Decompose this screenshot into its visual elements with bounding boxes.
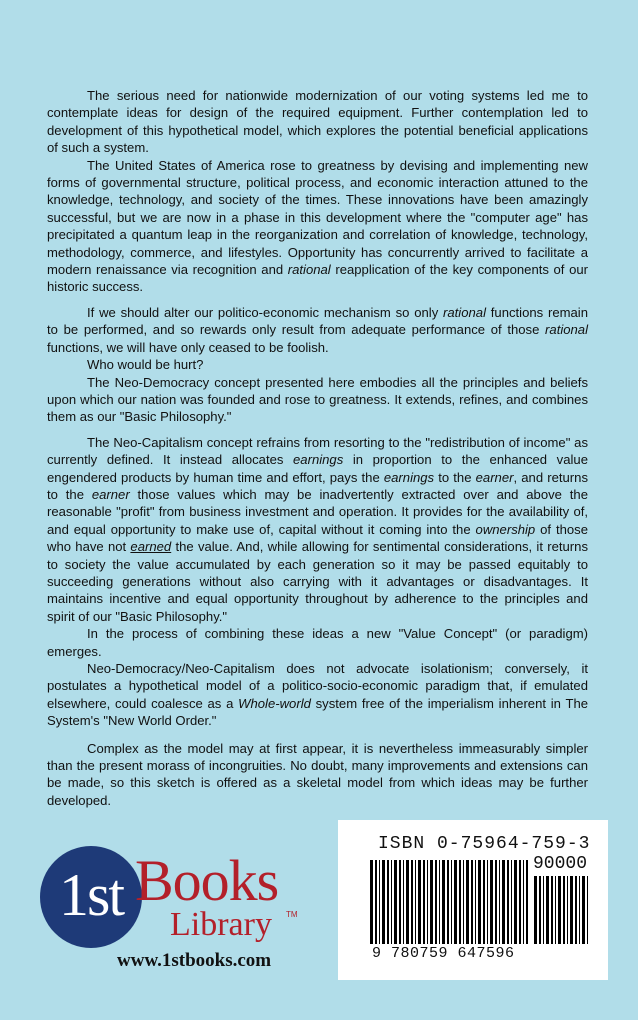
barcode-bar (575, 876, 577, 944)
paragraph-intro: The serious need for nationwide modernization of our voting systems led me to contemplate ideas for design of the required equipment. Further contemplation led to development of this hypothetical model, which explores the potential beneficial applications of such a system. (47, 88, 588, 156)
barcode-bar (463, 860, 464, 944)
paragraph-closing: Complex as the model may at first appear, it is nevertheless immeasurably simpler than the present morass of incongruities. No doubt, many improvements and extensions can be made, so this sketch is offered as a skeletal model from which ideas may be further developed. (47, 740, 588, 808)
barcode-bar (570, 876, 573, 944)
logo-library-text: Library (170, 906, 272, 943)
back-cover-text (47, 87, 588, 809)
paragraph-who-hurt: Who would be hurt? (87, 357, 204, 373)
barcode-bar (507, 860, 509, 944)
barcode-bar (399, 860, 401, 944)
barcode-bar (519, 860, 521, 944)
barcode-bar (406, 860, 409, 944)
logo-number: 1st (58, 862, 124, 928)
barcode-bar (526, 860, 528, 944)
barcode-bar (483, 860, 485, 944)
barcode-bar (499, 860, 500, 944)
barcode-bar (523, 860, 524, 944)
ean-digits: 9 780759 647596 (372, 945, 515, 962)
barcode-bar (387, 860, 389, 944)
barcode-bar (567, 876, 568, 944)
barcode-bar (415, 860, 416, 944)
barcode-bar (459, 860, 461, 944)
barcode-bar (534, 876, 537, 944)
paragraph-neo-capitalism: The Neo-Capitalism concept refrains from resorting to the "redistribution of income" as currently defined. It instead allocates earnings in proportion to the enhanced value engendered products by human time and effort, pays the earnings to the earner, and returns to the earner those values which may be inadvertently extracted over and above the reasonable "profit" from business investment and operation. It provides for the availability of, and equal opportunity to make use of, capital without it coming into the ownership of those who have not earned the value. And, while allowing for sentimental considerations, it returns to society the value accumulated by each generation so it may be passed equitably to succeeding generations without also carrying with it advantages or disadvantages. It maintains incentive and equal opportunity throughout by adherence to the principles and spirit of our "Basic Philosophy." (47, 434, 588, 624)
barcode-bar (427, 860, 428, 944)
barcode-bar (514, 860, 517, 944)
barcode-bar (451, 860, 452, 944)
barcode-bar (551, 876, 553, 944)
logo-books-text: Books (135, 848, 279, 913)
price-code: 90000 (533, 854, 588, 874)
barcode-bar (490, 860, 493, 944)
isbn-barcode-box (338, 820, 608, 980)
paragraph-whole-world: Neo-Democracy/Neo-Capitalism does not advocate isolationism; conversely, it postulates a hypothetical model of a politico-socio-economic paradigm that, if emulated elsewhere, could coalesce as a Whole-world system free of the imperialism inherent in The System's "New World Order." (47, 661, 589, 729)
barcode-bar (539, 876, 541, 944)
paragraph-neo-democracy: The Neo-Democracy concept presented here embodies all the principles and beliefs upon which our nation was founded and rose to greatness. It extends, refines, and combines them as our "Basic Philosophy." (47, 374, 588, 425)
paragraph-value-concept: In the process of combining these ideas a new "Value Concept" (or paradigm) emerges. (47, 626, 588, 659)
barcode-bar (543, 876, 544, 944)
paragraph-rational-functions: If we should alter our politico-economic mechanism so only rational functions remain to be performed, and so rewards only result from adequate performance of those rational functions, we will have only ceased to be foolish. (47, 304, 588, 355)
barcode-bar (403, 860, 404, 944)
barcode-bar (582, 876, 585, 944)
barcode-bar (370, 860, 373, 944)
barcode-bar (466, 860, 469, 944)
barcode-bar (391, 860, 392, 944)
barcode-bar (587, 876, 588, 944)
ean-barcode-icon (368, 860, 528, 946)
barcode-bar (430, 860, 433, 944)
barcode-bar (555, 876, 556, 944)
isbn-label: ISBN 0-75964-759-3 (378, 834, 591, 854)
barcode-bar (382, 860, 385, 944)
barcode-bar (471, 860, 473, 944)
addon-barcode-icon (532, 876, 588, 946)
barcode-bar (511, 860, 512, 944)
barcode-bar (454, 860, 457, 944)
barcode-bar (435, 860, 437, 944)
barcode-bar (558, 876, 561, 944)
barcode-bar (563, 876, 565, 944)
barcode-bar (375, 860, 377, 944)
barcode-bar (442, 860, 445, 944)
barcode-bar (495, 860, 497, 944)
barcode-bar (478, 860, 481, 944)
barcode-bar (423, 860, 425, 944)
publisher-url: www.1stbooks.com (117, 950, 272, 971)
barcode-bar (475, 860, 476, 944)
paragraph-usa-greatness: The United States of America rose to greatness by devising and implementing new forms of governmental structure, political process, and economic interaction attuned to the knowledge, technology, and society of the times. These innovations have been amazingly successful, but we are now in a phase in this development where the "computer age" has precipitated a quantum leap in the reorganization and correlation of knowledge, technology, methodology, commerce, and lifestyles. Opportunity has concurrently arrived to facilitate a modern renaissance via recognition and rational reapplication of the key components of our historic success. (47, 157, 588, 295)
barcode-bar (546, 876, 549, 944)
barcode-bar (418, 860, 421, 944)
barcode-bar (447, 860, 449, 944)
barcode-bar (439, 860, 440, 944)
publisher-logo (40, 840, 310, 980)
barcode-bar (579, 876, 580, 944)
barcode-bar (487, 860, 488, 944)
logo-trademark: TM (286, 910, 298, 919)
barcode-bar (411, 860, 413, 944)
barcode-bar (502, 860, 505, 944)
logo-circle (40, 846, 142, 948)
barcode-bar (394, 860, 397, 944)
barcode-bar (379, 860, 380, 944)
